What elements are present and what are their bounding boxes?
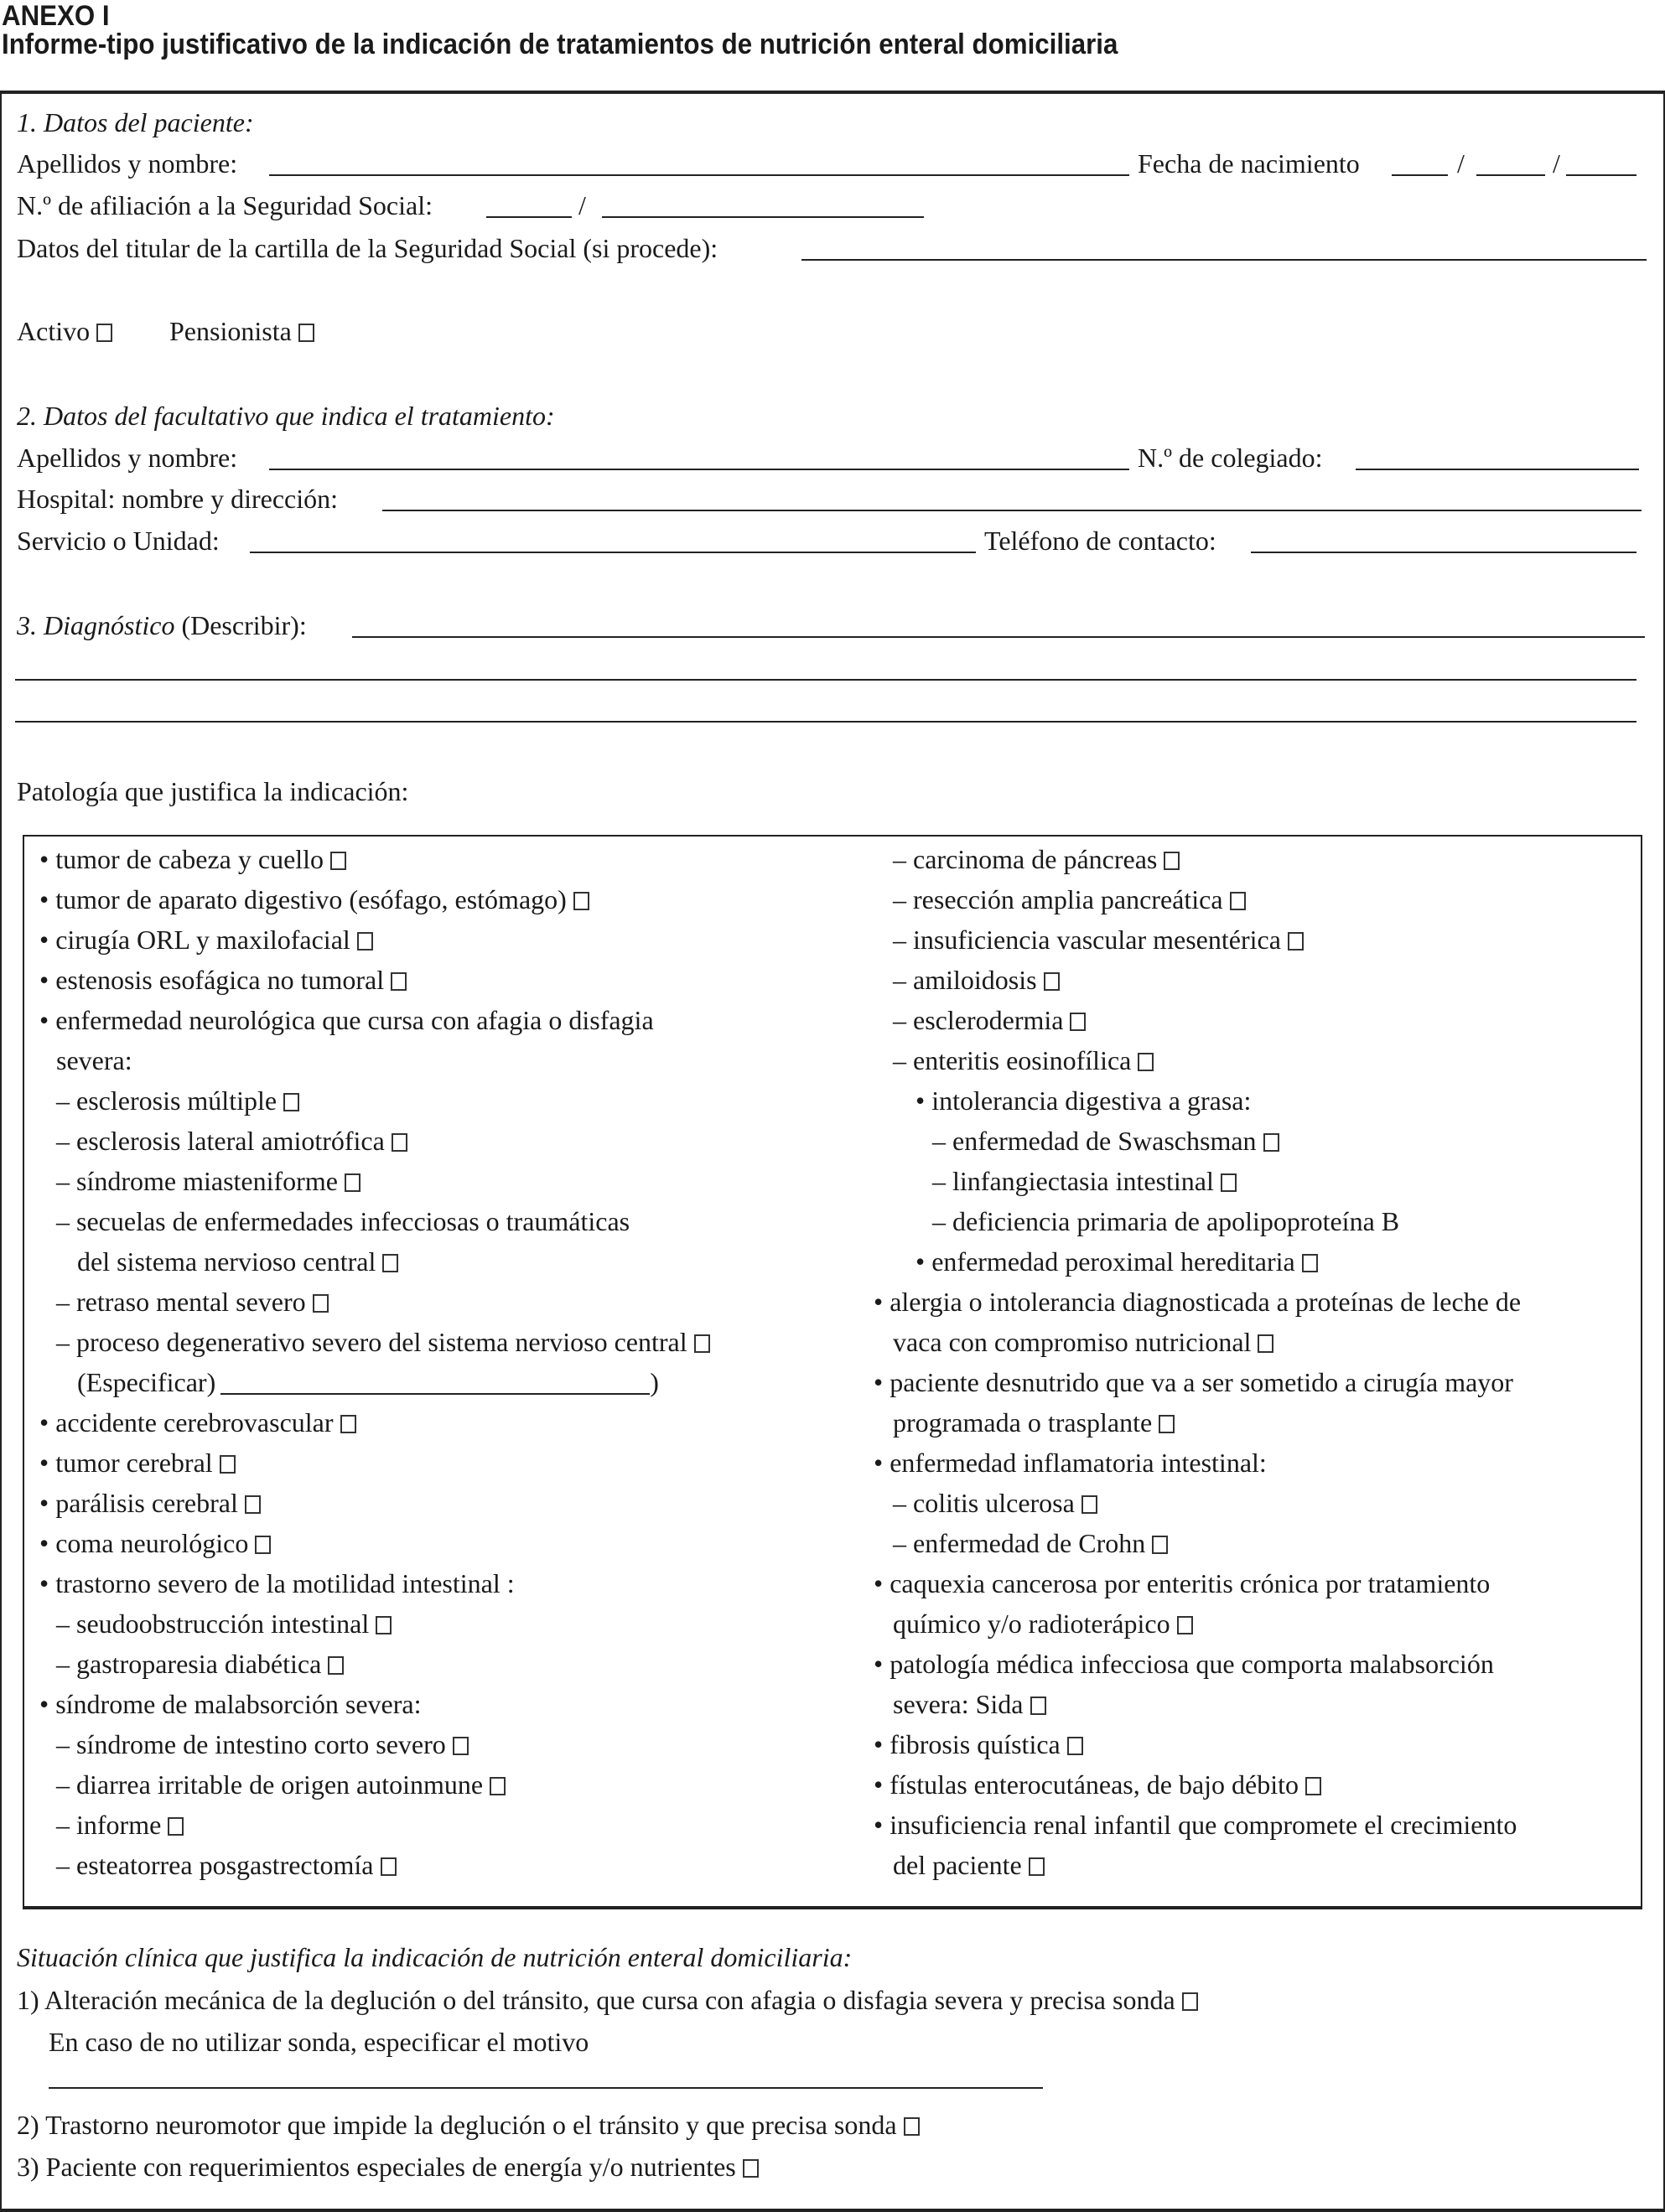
pathology-item-label: • enfermedad peroximal hereditaria xyxy=(915,1246,1295,1277)
pathology-checkbox[interactable] xyxy=(1305,1777,1321,1795)
pathology-item[interactable] xyxy=(874,1768,1321,1801)
pathology-checkbox[interactable] xyxy=(328,1656,344,1675)
colegiado-field[interactable] xyxy=(1356,469,1639,470)
clinical-option-3-label: 3) Paciente con requerimientos especiales de energía y/o nutrientes xyxy=(17,2152,736,2182)
pathology-checkbox[interactable] xyxy=(1152,1536,1168,1554)
pathology-item-label: • síndrome de malabsorción severa: xyxy=(39,1689,422,1719)
active-label: Activo xyxy=(17,316,91,346)
section2-heading: 2. Datos del facultativo que indica el tratamiento: xyxy=(17,401,555,431)
pensioner-checkbox[interactable] xyxy=(298,324,314,342)
pathology-checkbox[interactable] xyxy=(1221,1173,1237,1192)
pathology-checkbox[interactable] xyxy=(573,892,589,910)
pathology-item[interactable] xyxy=(56,1325,710,1359)
pathology-checkbox[interactable] xyxy=(381,1857,397,1876)
pathology-item-label: químico y/o radioterápico xyxy=(893,1608,1170,1639)
ss-number-label: N.º de afiliación a la Seguridad Social: xyxy=(17,190,433,220)
pathology-item-label: • estenosis esofágica no tumoral xyxy=(39,965,385,995)
pathology-checkbox[interactable] xyxy=(1067,1737,1083,1755)
pathology-checkbox[interactable] xyxy=(490,1777,506,1795)
pathology-item[interactable] xyxy=(39,1486,261,1520)
pathology-checkbox[interactable] xyxy=(391,972,407,991)
pathology-item-label: – enfermedad de Crohn xyxy=(893,1528,1146,1558)
date-separator: / xyxy=(1553,148,1560,179)
pathology-checkbox[interactable] xyxy=(330,852,346,870)
pathology-item-label: programada o trasplante xyxy=(893,1407,1153,1438)
annex-label: ANEXO I xyxy=(2,0,110,32)
colegiado-label: N.º de colegiado: xyxy=(1138,443,1323,473)
clinical-option-2[interactable] xyxy=(17,2108,920,2142)
patient-name-field[interactable] xyxy=(269,174,1129,176)
pathology-item-label: – síndrome miasteniforme xyxy=(56,1166,338,1196)
pathology-item-label: • intolerancia digestiva a grasa: xyxy=(915,1085,1252,1116)
doctor-name-field[interactable] xyxy=(269,469,1129,470)
pathology-item-label: • tumor cerebral xyxy=(39,1448,213,1478)
pathology-item-label: del paciente xyxy=(893,1850,1022,1880)
pathology-checkbox[interactable] xyxy=(1230,892,1246,910)
pathology-item xyxy=(874,1808,1517,1842)
pathology-checkbox[interactable] xyxy=(1044,972,1060,991)
pathology-item-label: • enfermedad inflamatoria intestinal: xyxy=(874,1448,1267,1478)
pathology-item[interactable] xyxy=(56,1164,360,1198)
pathology-item xyxy=(56,1044,132,1077)
pathology-item[interactable] xyxy=(893,1526,1168,1560)
pathology-checkbox[interactable] xyxy=(1288,932,1304,951)
pensioner-label: Pensionista xyxy=(169,316,292,346)
ss-number-prefix-field[interactable] xyxy=(486,216,572,218)
pathology-item-label: del sistema nervioso central xyxy=(77,1246,376,1277)
birth-date-label: Fecha de nacimiento xyxy=(1138,148,1360,179)
diagnosis-label xyxy=(17,609,307,642)
pathology-item[interactable] xyxy=(893,1044,1154,1077)
pathology-checkbox[interactable] xyxy=(313,1294,329,1313)
ss-number-field[interactable] xyxy=(602,216,924,218)
pathology-item[interactable] xyxy=(874,1728,1083,1761)
pathology-checkbox[interactable] xyxy=(1081,1495,1097,1514)
clinical-heading: Situación clínica que justifica la indicación de nutrición enteral domiciliaria: xyxy=(17,1942,853,1972)
pathology-item-label: • trastorno severo de la motilidad intestinal : xyxy=(39,1568,515,1598)
diagnosis-heading: 3. Diagnóstico xyxy=(17,610,175,640)
clinical-option-2-label: 2) Trastorno neuromotor que impide la deglución o el tránsito y que precisa sonda xyxy=(17,2110,897,2140)
pathology-item-label: – deficiencia primaria de apolipoproteína B xyxy=(932,1206,1400,1236)
pathology-checkbox[interactable] xyxy=(1030,1697,1046,1715)
clinical-option-3-checkbox[interactable] xyxy=(743,2159,759,2178)
pathology-item[interactable] xyxy=(915,1245,1318,1278)
specify-field[interactable] xyxy=(220,1368,650,1395)
pathology-checkbox[interactable] xyxy=(1177,1616,1193,1634)
pathology-item-label: • caquexia cancerosa por enteritis crónica por tratamiento xyxy=(874,1568,1491,1598)
pathology-list xyxy=(23,835,1642,1909)
clinical-option-1-label: 1) Alteración mecánica de la deglución o del tránsito, que cursa con afagia o disfagia severa y precisa sonda xyxy=(17,1985,1175,2015)
pathology-item-label: • paciente desnutrido que va a ser sometido a cirugía mayor xyxy=(874,1367,1513,1397)
pathology-item-label: • tumor de cabeza y cuello xyxy=(39,844,324,874)
pathology-item-label: • insuficiencia renal infantil que compromete el crecimiento xyxy=(874,1810,1517,1840)
pathology-item[interactable] xyxy=(893,1406,1175,1439)
pathology-item-label: • coma neurológico xyxy=(39,1528,249,1558)
pathology-item[interactable] xyxy=(893,1003,1086,1037)
patient-name-label: Apellidos y nombre: xyxy=(17,148,238,179)
section1-heading: 1. Datos del paciente: xyxy=(17,107,254,137)
pathology-item[interactable] xyxy=(56,1607,392,1640)
hospital-field[interactable] xyxy=(382,510,1642,511)
pathology-item xyxy=(932,1204,1399,1238)
tube-reason-field[interactable] xyxy=(49,2087,1043,2089)
hospital-label: Hospital: nombre y dirección: xyxy=(17,484,339,514)
pathology-item[interactable] xyxy=(893,1486,1097,1520)
birth-day-field[interactable] xyxy=(1392,174,1448,176)
doctor-name-label: Apellidos y nombre: xyxy=(17,443,238,473)
form-title: Informe-tipo justificativo de la indicación de tratamientos de nutrición enteral domiciliaria xyxy=(2,28,1118,60)
pathology-item[interactable] xyxy=(56,1285,329,1318)
pathology-item[interactable] xyxy=(39,963,407,997)
pathology-item xyxy=(915,1084,1251,1117)
pathology-item-label: – linfangiectasia intestinal xyxy=(932,1166,1214,1196)
pathology-item-label: • enfermedad neurológica que cursa con afagia o disfagia xyxy=(39,1005,654,1035)
pathology-checkbox[interactable] xyxy=(1138,1053,1154,1071)
closing-paren: ) xyxy=(650,1367,659,1397)
pathology-checkbox[interactable] xyxy=(255,1536,271,1554)
pathology-item[interactable] xyxy=(39,1406,356,1439)
pathology-item[interactable] xyxy=(77,1245,398,1278)
pathology-item-label: – síndrome de intestino corto severo xyxy=(56,1729,446,1759)
ss-separator: / xyxy=(578,190,586,220)
pathology-checkbox[interactable] xyxy=(357,932,373,951)
pathology-checkbox[interactable] xyxy=(1029,1857,1045,1876)
active-checkbox[interactable] xyxy=(96,324,112,342)
pathology-item-label: • tumor de aparato digestivo (esófago, estómago) xyxy=(39,884,567,914)
clinical-option-1-checkbox[interactable] xyxy=(1182,1992,1198,2011)
pathology-item-label: – gastroparesia diabética xyxy=(56,1649,322,1679)
pathology-item-label: • patología médica infecciosa que comporta malabsorción xyxy=(874,1649,1494,1679)
active-option[interactable] xyxy=(17,314,112,348)
pathology-item[interactable] xyxy=(893,963,1060,997)
clinical-option-3[interactable] xyxy=(17,2150,759,2184)
clinical-option-2-checkbox[interactable] xyxy=(904,2117,920,2136)
pathology-item-label: – esclerosis lateral amiotrófica xyxy=(56,1126,385,1156)
phone-field[interactable] xyxy=(1251,552,1636,553)
pathology-item-label: – seudoobstrucción intestinal xyxy=(56,1608,370,1639)
service-label: Servicio o Unidad: xyxy=(17,526,220,556)
birth-month-field[interactable] xyxy=(1476,174,1545,176)
pathology-item[interactable] xyxy=(39,1446,236,1479)
date-separator: / xyxy=(1457,148,1465,179)
pathology-item[interactable] xyxy=(893,1848,1045,1882)
pathology-checkbox[interactable] xyxy=(376,1616,392,1634)
pathology-item[interactable] xyxy=(56,1768,506,1801)
pathology-checkbox[interactable] xyxy=(1258,1334,1273,1353)
pathology-label: Patología que justifica la indicación: xyxy=(17,776,409,806)
pathology-item-label: (Especificar) xyxy=(77,1367,216,1397)
pathology-item-label: – diarrea irritable de origen autoinmune xyxy=(56,1769,484,1800)
pathology-item[interactable] xyxy=(56,1084,299,1117)
pathology-checkbox[interactable] xyxy=(392,1133,407,1152)
pathology-item-label: – resección amplia pancreática xyxy=(893,884,1223,914)
diagnosis-field-line-1[interactable] xyxy=(352,636,1645,638)
pathology-item-label: – enfermedad de Swaschsman xyxy=(932,1126,1257,1156)
pathology-checkbox[interactable] xyxy=(1070,1013,1086,1031)
pathology-item xyxy=(39,1003,654,1037)
pathology-checkbox[interactable] xyxy=(168,1817,184,1836)
pathology-item[interactable] xyxy=(39,1526,271,1560)
pathology-item[interactable] xyxy=(893,842,1180,876)
pathology-item-label: • cirugía ORL y maxilofacial xyxy=(39,925,350,955)
pathology-checkbox[interactable] xyxy=(382,1254,398,1272)
pathology-item[interactable] xyxy=(932,1124,1279,1158)
pensioner-option[interactable] xyxy=(169,314,314,348)
pathology-item[interactable] xyxy=(893,883,1246,916)
pathology-item[interactable] xyxy=(893,1607,1193,1640)
pathology-checkbox[interactable] xyxy=(345,1173,360,1192)
pathology-item xyxy=(874,1567,1490,1600)
pathology-item-label: – secuelas de enfermedades infecciosas o traumáticas xyxy=(56,1206,630,1236)
pathology-item[interactable] xyxy=(893,923,1304,956)
pathology-item[interactable] xyxy=(932,1164,1237,1198)
pathology-item-label: – proceso degenerativo severo del sistema nervioso central xyxy=(56,1327,687,1357)
pathology-item-label: • fístulas enterocutáneas, de bajo débito xyxy=(874,1769,1299,1800)
pathology-item-label: severa: xyxy=(56,1045,132,1075)
pathology-checkbox[interactable] xyxy=(283,1093,299,1111)
pathology-item-label: – esclerosis múltiple xyxy=(56,1085,278,1116)
service-field[interactable] xyxy=(250,552,976,553)
phone-label: Teléfono de contacto: xyxy=(984,526,1216,556)
pathology-item[interactable] xyxy=(39,883,589,916)
pathology-item-label: – insuficiencia vascular mesentérica xyxy=(893,925,1281,955)
pathology-checkbox[interactable] xyxy=(220,1455,236,1474)
pathology-item-label: • fibrosis quística xyxy=(874,1729,1061,1759)
pathology-item-label: – esteatorrea posgastrectomía xyxy=(56,1850,374,1880)
pathology-item xyxy=(874,1647,1494,1681)
pathology-item[interactable] xyxy=(56,1848,397,1882)
holder-label: Datos del titular de la cartilla de la Seguridad Social (si procede): xyxy=(17,233,718,263)
pathology-item-label: severa: Sida xyxy=(893,1689,1024,1719)
pathology-item-label: – amiloidosis xyxy=(893,965,1037,995)
pathology-checkbox[interactable] xyxy=(340,1415,356,1433)
pathology-item[interactable] xyxy=(893,1325,1273,1359)
pathology-item-label: – retraso mental severo xyxy=(56,1287,306,1317)
pathology-item xyxy=(874,1446,1267,1479)
pathology-item[interactable] xyxy=(56,1808,184,1842)
pathology-item-label: • accidente cerebrovascular xyxy=(39,1407,334,1438)
clinical-option-1-note: En caso de no utilizar sonda, especificar el motivo xyxy=(49,2027,589,2057)
pathology-item-label: – informe xyxy=(56,1810,162,1840)
pathology-checkbox[interactable] xyxy=(245,1495,261,1514)
pathology-item xyxy=(77,1365,659,1399)
pathology-checkbox[interactable] xyxy=(1263,1133,1279,1152)
clinical-option-1[interactable] xyxy=(17,1983,1198,2017)
pathology-checkbox[interactable] xyxy=(1164,852,1180,870)
pathology-item xyxy=(56,1204,630,1238)
pathology-item-label: – carcinoma de páncreas xyxy=(893,844,1158,874)
pathology-item[interactable] xyxy=(56,1124,407,1158)
pathology-item-label: – enteritis eosinofílica xyxy=(893,1045,1132,1075)
pathology-item-label: • parálisis cerebral xyxy=(39,1488,238,1518)
pathology-item xyxy=(39,1687,422,1721)
pathology-checkbox[interactable] xyxy=(1302,1254,1318,1272)
pathology-item xyxy=(39,1567,515,1600)
pathology-item[interactable] xyxy=(39,923,373,956)
pathology-item-label: – colitis ulcerosa xyxy=(893,1488,1075,1518)
pathology-item xyxy=(874,1365,1513,1399)
pathology-checkbox[interactable] xyxy=(694,1334,710,1353)
birth-year-field[interactable] xyxy=(1566,174,1636,176)
pathology-item[interactable] xyxy=(39,842,346,876)
pathology-item-label: • alergia o intolerancia diagnosticada a proteínas de leche de xyxy=(874,1287,1522,1317)
pathology-checkbox[interactable] xyxy=(1159,1415,1175,1433)
pathology-checkbox[interactable] xyxy=(453,1737,469,1755)
pathology-item[interactable] xyxy=(56,1647,344,1681)
diagnosis-field-line-2[interactable] xyxy=(15,679,1636,681)
pathology-item xyxy=(874,1285,1521,1318)
pathology-item-label: vaca con compromiso nutricional xyxy=(893,1327,1252,1357)
pathology-item-label: – esclerodermia xyxy=(893,1005,1064,1035)
diagnosis-field-line-3[interactable] xyxy=(15,721,1636,723)
pathology-item[interactable] xyxy=(893,1687,1046,1721)
diagnosis-describe: (Describir): xyxy=(174,610,307,640)
holder-field[interactable] xyxy=(801,259,1647,261)
pathology-item[interactable] xyxy=(56,1728,469,1761)
